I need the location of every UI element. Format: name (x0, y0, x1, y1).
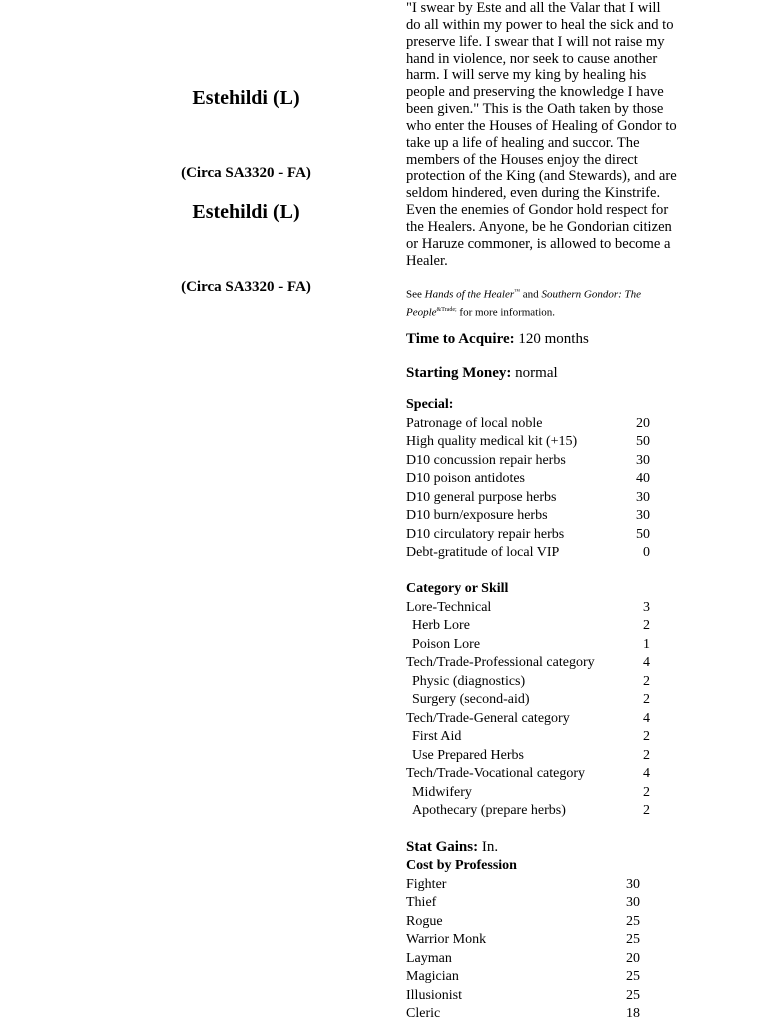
special-row (406, 415, 650, 434)
skill-label: Tech/Trade-General category (406, 710, 570, 726)
skill-row (406, 765, 650, 784)
special-value: 30 (636, 489, 650, 505)
skill-ranks: 2 (643, 692, 650, 707)
cost-row (406, 931, 640, 950)
special-label: D10 poison antidotes (406, 471, 525, 486)
special-label: High quality medical kit (+15) (406, 434, 578, 449)
profession-label: Thief (406, 895, 437, 910)
profession-label: Cleric (406, 1006, 441, 1021)
stat-gains-label: Stat Gains: (406, 839, 479, 855)
skill-ranks: 4 (643, 710, 650, 726)
special-row (406, 470, 650, 489)
skill-ranks: 2 (643, 673, 650, 689)
special-label: D10 burn/exposure herbs (406, 508, 548, 523)
cost-row (406, 1005, 640, 1024)
skill-label: Apothecary (prepare herbs) (412, 803, 566, 818)
special-label: D10 general purpose herbs (406, 489, 557, 505)
stat-gains (406, 839, 498, 856)
profession-label: Rogue (406, 913, 443, 929)
skill-row (406, 802, 650, 821)
profession-cost: 25 (626, 913, 640, 929)
ref-book-2-mark: &Trade; (436, 306, 457, 313)
skill-label: Herb Lore (412, 618, 470, 633)
skill-ranks: 4 (643, 655, 650, 670)
skill-row (406, 747, 650, 766)
skill-label: Lore-Technical (406, 599, 492, 615)
cost-row (406, 913, 640, 932)
special-row (406, 489, 650, 508)
skill-ranks: 2 (643, 803, 650, 818)
cost-row (406, 876, 640, 895)
starting-money-value: normal (511, 365, 558, 381)
profession-cost: 30 (626, 895, 640, 910)
special-row (406, 507, 650, 526)
special-value: 40 (636, 471, 650, 486)
profession-cost: 18 (626, 1006, 640, 1021)
time-to-acquire-label: Time to Acquire: (406, 331, 515, 347)
special-heading: Special: (406, 397, 454, 412)
skill-ranks: 3 (643, 599, 650, 615)
skill-ranks: 2 (643, 784, 650, 800)
profession-cost: 20 (626, 950, 640, 966)
cost-row (406, 950, 640, 969)
profession-label: Warrior Monk (406, 932, 487, 947)
special-value: 50 (636, 526, 650, 542)
skill-label: Use Prepared Herbs (412, 747, 524, 763)
skill-row (406, 599, 650, 618)
skill-label: Tech/Trade-Professional category (406, 655, 595, 670)
special-label: Debt-gratitude of local VIP (406, 545, 560, 560)
ref-book-2: Southern Gondor: The People (406, 288, 642, 319)
skill-row (406, 784, 650, 803)
skill-row (406, 673, 650, 692)
profession-cost: 25 (626, 932, 640, 947)
skill-row (406, 654, 650, 673)
special-value: 30 (636, 452, 650, 468)
skill-ranks: 4 (643, 766, 650, 781)
special-row (406, 544, 650, 563)
training-package-title-repeat: Estehildi (L) (192, 201, 300, 223)
skill-label: Surgery (second-aid) (412, 692, 530, 707)
skill-ranks: 2 (643, 747, 650, 763)
ref-book-1: Hands of the Healer (424, 288, 515, 301)
oath-paragraph: "I swear by Este and all the Valar that I will do all within my power to heal the sick and to preserve life. I swear that I will not raise my hand in violence, nor seek to cause another harm. I will serve my king by healing his people and preserving the knowledge I have been given." This is the Oath taken by those who enter the Houses of Healing of Gondor to take up a life of healing and succor. The members of the Houses enjoy the direct protection of the King (and Stewards), and are seldom hindered, even during the Kinstrife. Even the enemies of Gondor hold respect for the Healers. Anyone, be he Gondorian citizen or Haruze commoner, is allowed to become a Healer. (406, 0, 677, 269)
profession-label: Fighter (406, 876, 447, 892)
ref-prefix: See (406, 288, 425, 301)
profession-label: Layman (406, 950, 452, 966)
ref-mid: and (520, 288, 542, 301)
training-package-title: Estehildi (L) (192, 87, 300, 109)
profession-cost: 25 (626, 987, 640, 1003)
special-table (406, 396, 650, 563)
profession-cost: 30 (626, 876, 640, 892)
starting-money (406, 365, 558, 382)
ref-suffix: for more information. (456, 306, 556, 319)
skill-label: Poison Lore (412, 636, 481, 652)
special-label: D10 concussion repair herbs (406, 452, 566, 468)
cost-row (406, 894, 640, 913)
profession-label: Illusionist (406, 987, 463, 1003)
special-label: Patronage of local noble (406, 415, 543, 431)
skill-row (406, 636, 650, 655)
skill-row (406, 728, 650, 747)
special-row (406, 452, 650, 471)
era-subtitle-repeat: (Circa SA3320 - FA) (181, 279, 311, 295)
time-to-acquire (406, 331, 589, 348)
skills-heading: Category or Skill (406, 581, 509, 596)
skill-row (406, 617, 650, 636)
special-value: 50 (636, 434, 650, 449)
skill-row (406, 691, 650, 710)
skill-ranks: 2 (643, 618, 650, 633)
cost-heading: Cost by Profession (406, 858, 517, 873)
skill-ranks: 1 (643, 636, 650, 652)
skill-label: Midwifery (412, 784, 472, 800)
skill-label: First Aid (412, 729, 462, 744)
stat-gains-value: In. (478, 839, 499, 855)
special-label: D10 circulatory repair herbs (406, 526, 565, 542)
special-row (406, 433, 650, 452)
reference-note (406, 285, 678, 320)
skill-ranks: 2 (643, 729, 650, 744)
special-value: 30 (636, 508, 650, 523)
cost-row (406, 987, 640, 1006)
skill-label: Physic (diagnostics) (412, 673, 526, 689)
special-value: 20 (636, 415, 650, 431)
profession-cost: 25 (626, 969, 640, 984)
cost-table (406, 857, 640, 1024)
cost-row (406, 968, 640, 987)
special-value: 0 (643, 545, 650, 560)
skills-table (406, 580, 650, 821)
skill-label: Tech/Trade-Vocational category (406, 766, 586, 781)
era-subtitle: (Circa SA3320 - FA) (181, 165, 311, 181)
ref-book-1-mark: ™ (514, 289, 521, 295)
skill-row (406, 710, 650, 729)
special-row (406, 526, 650, 545)
starting-money-label: Starting Money: (406, 365, 512, 381)
time-to-acquire-value: 120 months (514, 331, 589, 347)
profession-label: Magician (406, 969, 459, 984)
